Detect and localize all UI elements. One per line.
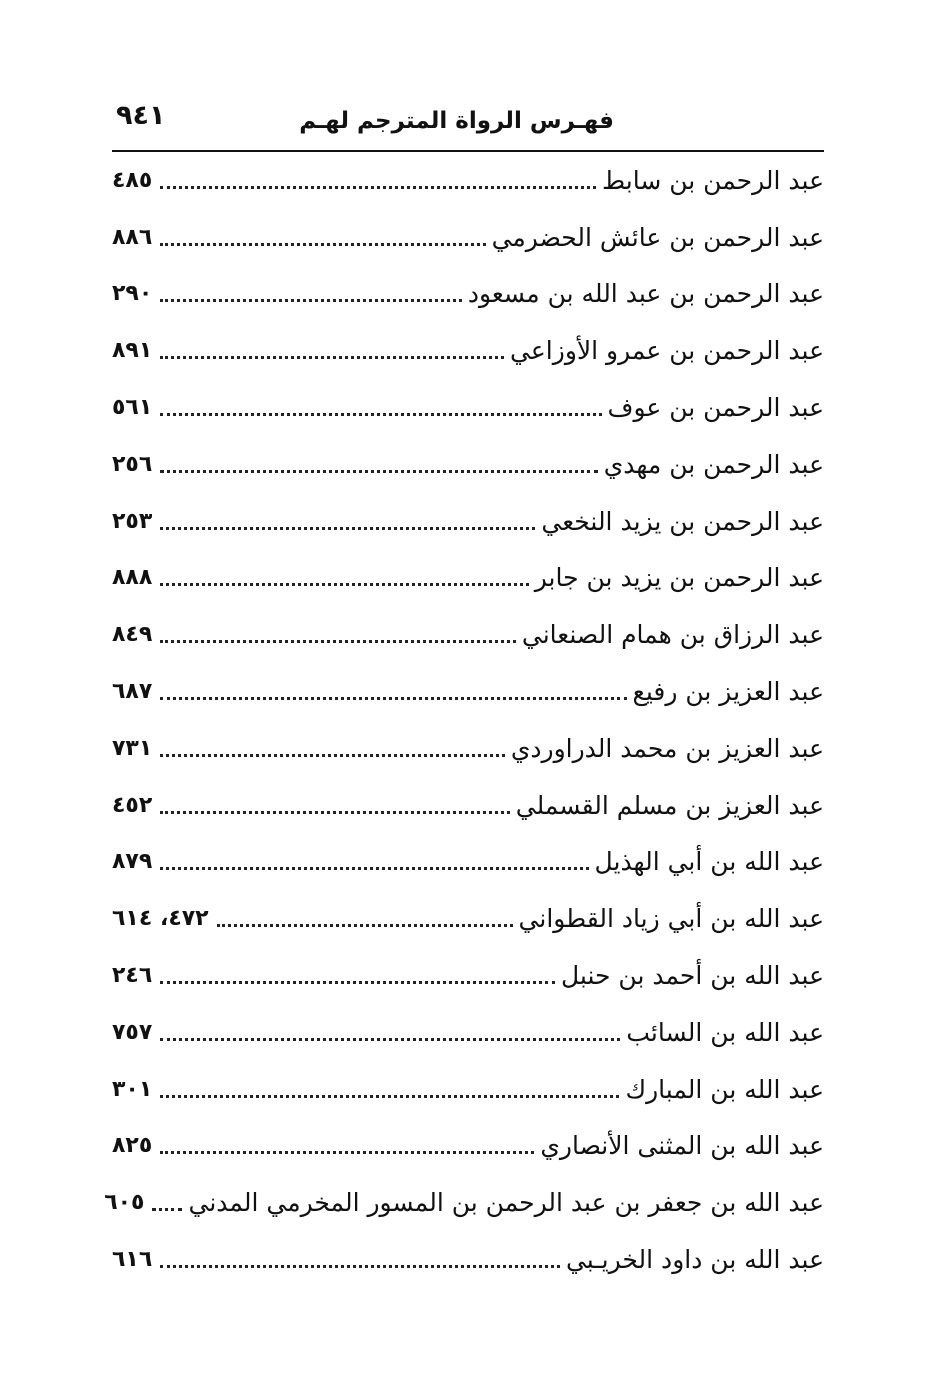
dot-leader — [217, 924, 513, 927]
dot-leader — [152, 1208, 182, 1211]
page-reference: ٨٨٦ — [112, 224, 153, 250]
dot-leader — [160, 867, 588, 870]
dot-leader — [160, 527, 535, 530]
index-entry — [112, 322, 824, 379]
page-reference: ٨٨٨ — [112, 565, 153, 591]
narrator-name: عبد الله بن السائب — [626, 1017, 824, 1047]
dot-leader — [160, 754, 505, 757]
page-reference: ٨٧٩ — [112, 849, 153, 875]
index-entry — [112, 152, 824, 209]
index-entry — [112, 1061, 824, 1118]
index-entry — [112, 436, 824, 493]
page-reference: ٢٥٣ — [112, 508, 153, 534]
dot-leader — [160, 1151, 534, 1154]
dot-leader — [160, 1265, 560, 1268]
dot-leader — [160, 1095, 619, 1098]
page-reference: ٢٤٦ — [112, 963, 153, 989]
page-reference: ٤٥٢ — [112, 792, 153, 818]
narrator-name: عبد الله بن المبارك — [625, 1074, 824, 1104]
index-entry — [112, 1231, 824, 1288]
index-entry — [112, 266, 824, 323]
index-entry — [112, 834, 824, 891]
page-reference: ٦٨٧ — [112, 679, 153, 705]
dot-leader — [160, 186, 596, 189]
dot-leader — [160, 413, 601, 416]
dot-leader — [160, 470, 597, 473]
dot-leader — [160, 1038, 620, 1041]
narrator-name: عبد الله بن أبي زياد القطواني — [518, 904, 824, 934]
page-reference: ٨٢٥ — [112, 1133, 153, 1159]
narrator-name: عبد الرحمن بن عبد الله بن مسعود — [467, 279, 824, 309]
narrator-name: عبد العزيز بن محمد الدراوردي — [510, 733, 824, 763]
index-entry — [112, 1004, 824, 1061]
dot-leader — [160, 356, 504, 359]
dot-leader — [160, 583, 528, 586]
index-entry — [112, 947, 824, 1004]
narrator-name: عبد الرزاق بن همام الصنعاني — [521, 620, 824, 650]
index-entry — [112, 379, 824, 436]
dot-leader — [160, 811, 509, 814]
narrator-name: عبد الرحمن بن عائش الحضرمي — [491, 222, 824, 252]
page-title: فهـرس الرواة المترجم لهـم — [299, 108, 614, 134]
dot-leader — [160, 243, 485, 246]
narrator-name: عبد الله بن جعفر بن عبد الرحمن بن المسور المخرمي المدني — [188, 1188, 824, 1218]
narrator-name: عبد الرحمن بن يزيد النخعي — [541, 506, 824, 536]
page-reference: ٦٠٥ — [104, 1190, 145, 1216]
narrators-index-list — [104, 152, 824, 1288]
index-entry — [112, 606, 824, 663]
index-entry — [112, 209, 824, 266]
index-entry — [112, 663, 824, 720]
narrator-name: عبد الرحمن بن مهدي — [603, 449, 824, 479]
dot-leader — [160, 981, 555, 984]
page-reference: ٤٧٢، ٦١٤ — [112, 906, 209, 932]
index-entry — [112, 777, 824, 834]
dot-leader — [160, 299, 462, 302]
page-reference: ٤٨٥ — [112, 167, 153, 193]
page-reference: ٦١٦ — [112, 1247, 153, 1273]
index-entry — [112, 1118, 824, 1175]
narrator-name: عبد الله بن المثنى الأنصاري — [540, 1131, 824, 1161]
index-entry — [112, 493, 824, 550]
dot-leader — [160, 697, 626, 700]
narrator-name: عبد الله بن داود الخريـبي — [565, 1245, 824, 1275]
page-reference: ٢٩٠ — [112, 281, 153, 307]
page-reference: ٧٣١ — [112, 735, 153, 761]
dot-leader — [160, 640, 516, 643]
narrator-name: عبد الرحمن بن يزيد بن جابر — [534, 563, 824, 593]
page-reference: ٨٤٩ — [112, 622, 153, 648]
page-reference: ٧٥٧ — [112, 1019, 153, 1045]
narrator-name: عبد الله بن أحمد بن حنبل — [561, 961, 824, 991]
page-reference: ٥٦١ — [112, 395, 153, 421]
narrator-name: عبد العزيز بن مسلم القسملي — [515, 790, 824, 820]
narrator-name: عبد الرحمن بن عمرو الأوزاعي — [510, 336, 824, 366]
index-entry — [112, 890, 824, 947]
narrator-name: عبد العزيز بن رفيع — [632, 677, 824, 707]
narrator-name: عبد الرحمن بن سابط — [602, 165, 824, 195]
page-reference: ٣٠١ — [112, 1076, 153, 1102]
page-reference: ٨٩١ — [112, 338, 153, 364]
narrator-name: عبد الرحمن بن عوف — [607, 393, 824, 423]
page-number: ٩٤١ — [116, 100, 166, 131]
narrator-name: عبد الله بن أبي الهذيل — [594, 847, 824, 877]
index-entry — [112, 550, 824, 607]
index-entry — [104, 1174, 824, 1231]
page-reference: ٢٥٦ — [112, 451, 153, 477]
page-header — [112, 100, 824, 148]
index-entry — [112, 720, 824, 777]
